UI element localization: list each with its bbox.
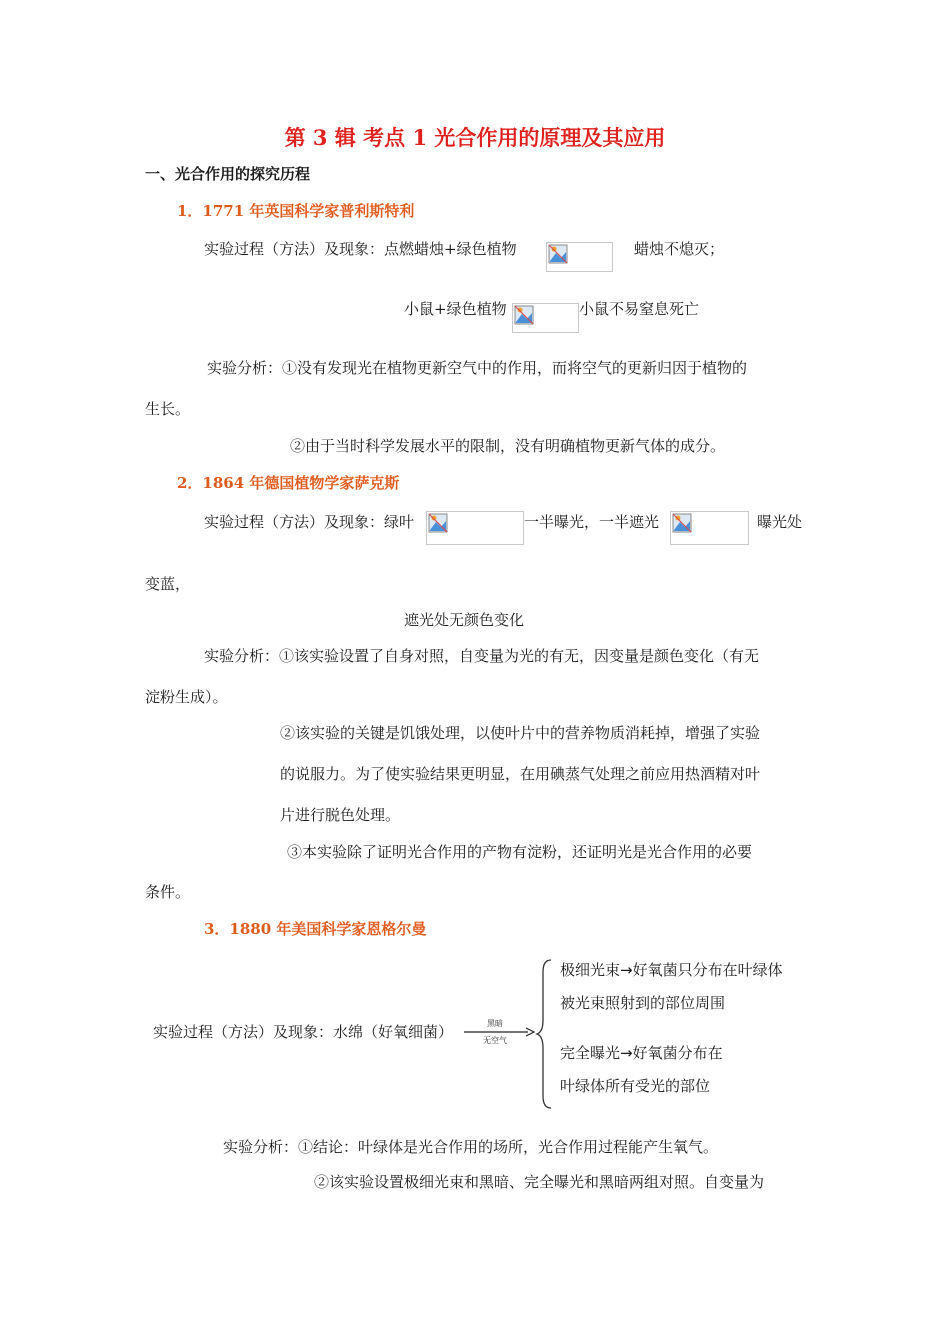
arrow-bottom-label: 无空气: [483, 1036, 507, 1045]
s2-analysis-1-cont: 淀粉生成）。: [145, 688, 228, 706]
branch-2-line-1: 完全曝光→好氧菌分布在: [560, 1044, 723, 1062]
s2-analysis-3: ③本实验除了证明光合作用的产物有淀粉，还证明光是光合作用的必要: [287, 843, 753, 861]
s2-analysis-1: 实验分析：①该实验设置了自身对照，自变量为光的有无，因变量是颜色变化（有无: [204, 647, 760, 665]
s1-analysis-2: ②由于当时科学发展水平的限制，没有明确植物更新气体的成分。: [290, 437, 726, 455]
s2-analysis-2-line-2: 的说服力。为了使实验结果更明显，在用碘蒸气处理之前应用热酒精对叶: [280, 765, 761, 783]
s1-procedure2-text-a: 小鼠+绿色植物: [404, 300, 507, 318]
s2-analysis-2-line-3: 片进行脱色处理。: [280, 806, 401, 824]
s1-analysis-1-cont: 生长。: [145, 400, 191, 418]
s2-procedure-line-2: 遮光处无颜色变化: [404, 611, 525, 629]
s1-procedure2-text-b: 小鼠不易窒息死亡: [579, 300, 700, 318]
s2-analysis-2-line-1: ②该实验的关键是饥饿处理，以使叶片中的营养物质消耗掉，增强了实验: [280, 724, 761, 742]
diagram-left-label: 实验过程（方法）及现象：水绵（好氧细菌）: [153, 1023, 454, 1041]
page-title: 第 3 辑 考点 1 光合作用的原理及其应用: [284, 125, 666, 150]
broken-image-icon: [670, 511, 749, 545]
s3-analysis-1: 实验分析：①结论：叶绿体是光合作用的场所，光合作用过程能产生氧气。: [223, 1138, 719, 1156]
s2-procedure-cont: 变蓝，: [145, 575, 191, 593]
curly-brace-icon: [535, 958, 555, 1110]
branch-1-line-1: 极细光束→好氧菌只分布在叶绿体: [560, 961, 783, 979]
s2-procedure-text-b: 一半曝光，一半遮光: [524, 513, 660, 531]
arrow-top-label: 黑暗: [487, 1019, 503, 1028]
subsection-heading-3: 3．1880 年美国科学家恩格尔曼: [204, 920, 427, 938]
branch-1-line-2: 被光束照射到的部位周围: [560, 994, 726, 1012]
s1-procedure-text-b: 蜡烛不熄灭；: [634, 240, 725, 258]
s1-procedure-text-a: 实验过程（方法）及现象：点燃蜡烛+绿色植物: [204, 240, 517, 258]
broken-image-icon: [546, 242, 613, 272]
broken-image-icon: [426, 511, 524, 545]
s2-analysis-3-cont: 条件。: [145, 883, 191, 901]
s3-analysis-2: ②该实验设置极细光束和黑暗、完全曝光和黑暗两组对照。自变量为: [314, 1173, 765, 1191]
s1-analysis-1: 实验分析：①没有发现光在植物更新空气中的作用，而将空气的更新归因于植物的: [207, 359, 748, 377]
subsection-heading-1: 1．1771 年英国科学家普利斯特利: [177, 202, 415, 220]
s2-procedure-text-a: 实验过程（方法）及现象：绿叶: [204, 513, 415, 531]
broken-image-icon: [512, 303, 579, 333]
s2-procedure-text-c: 曝光处: [757, 513, 803, 531]
branch-2-line-2: 叶绿体所有受光的部位: [560, 1077, 711, 1095]
subsection-heading-2: 2．1864 年德国植物学家萨克斯: [177, 474, 400, 492]
section-heading: 一、光合作用的探究历程: [145, 165, 311, 183]
